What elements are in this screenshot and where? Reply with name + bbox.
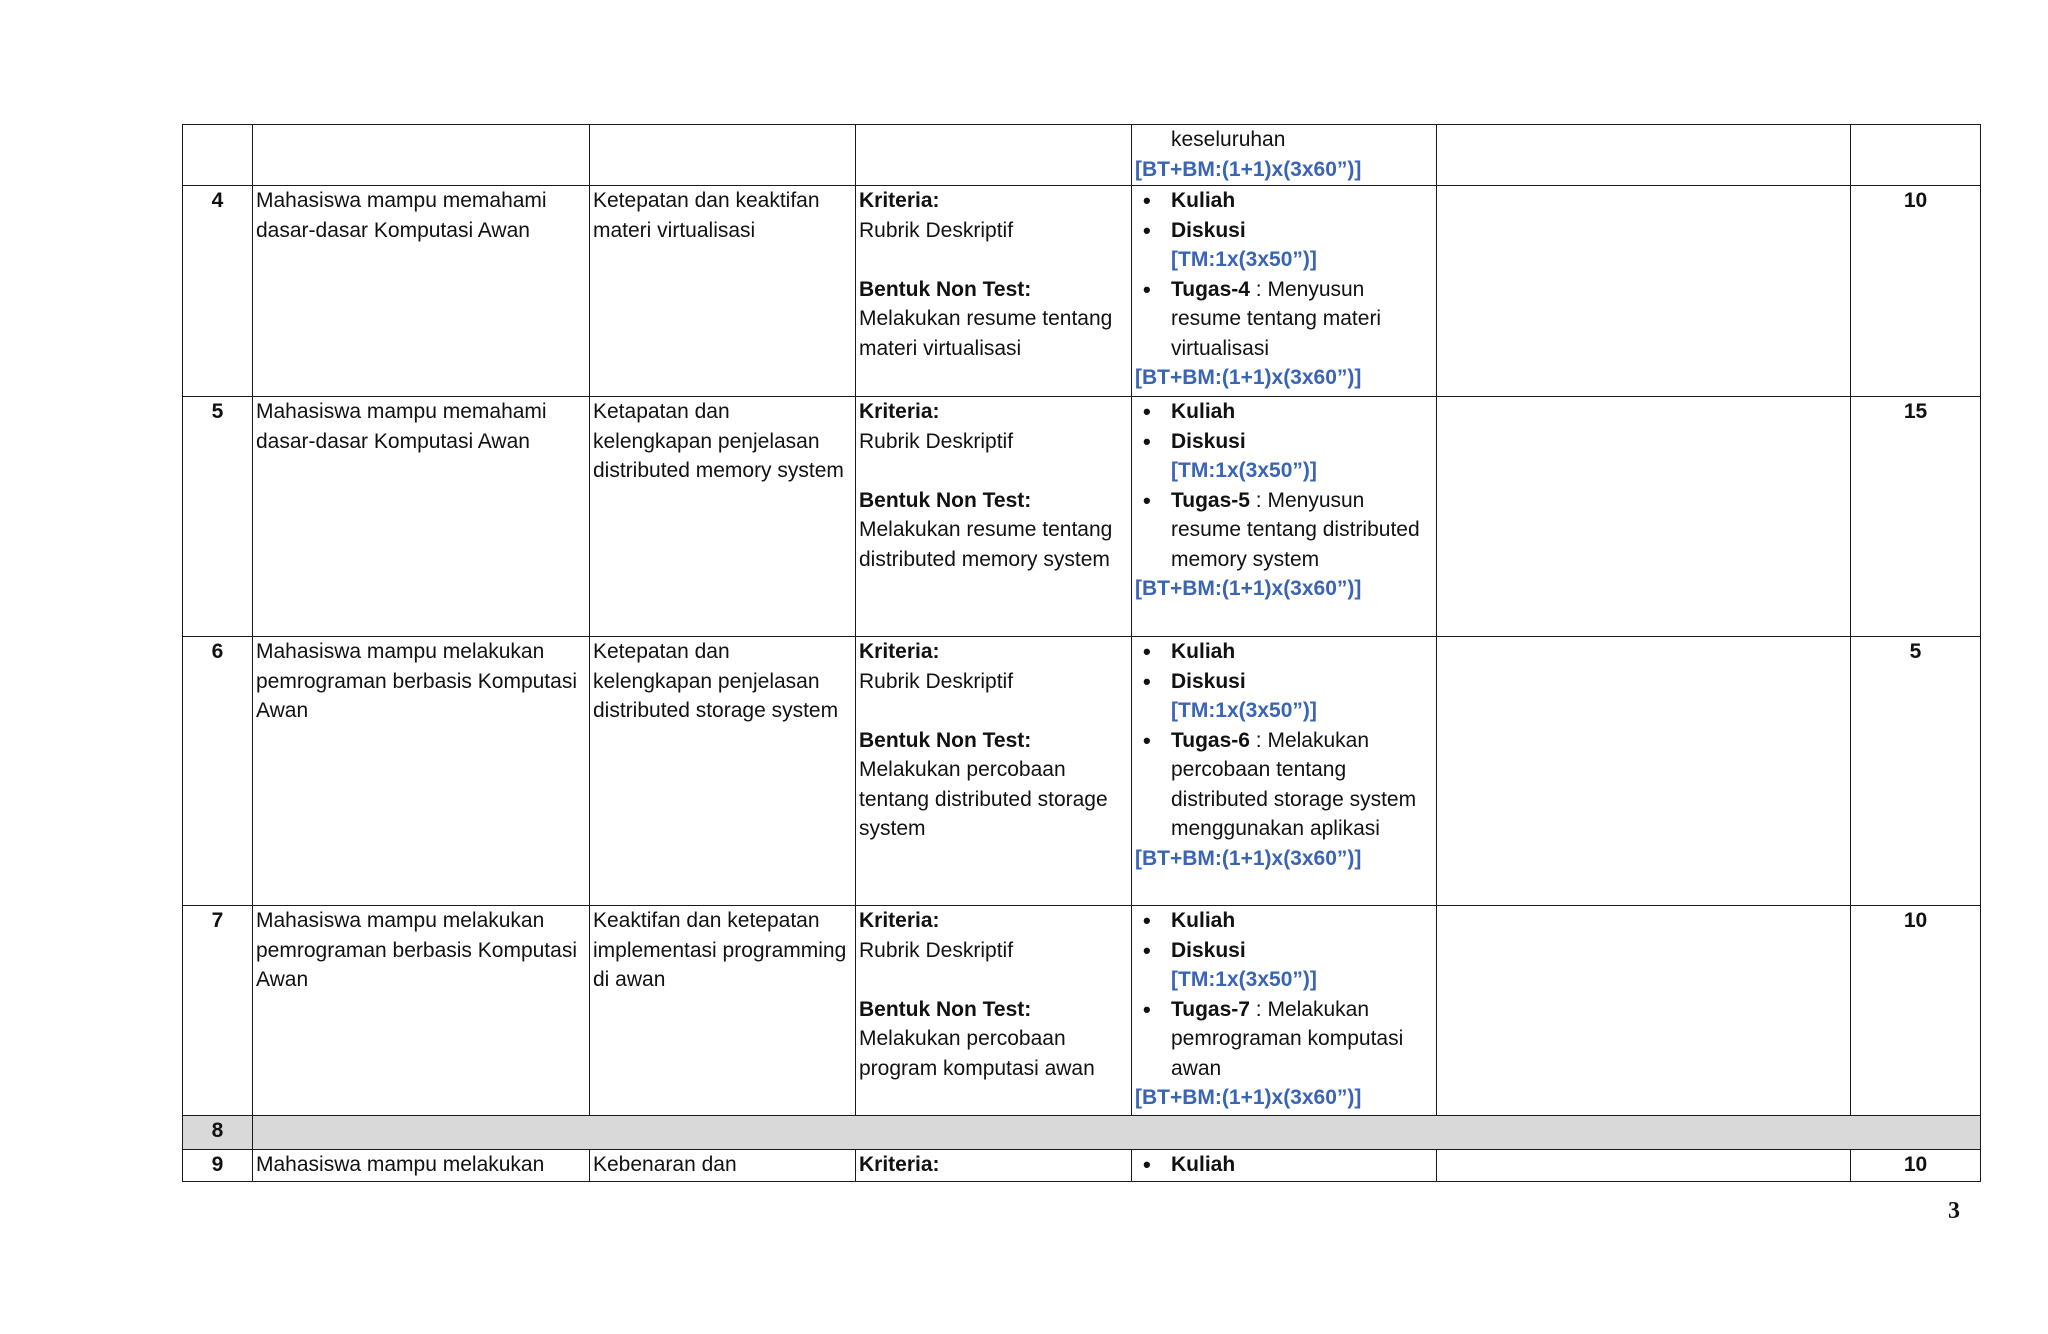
spacer <box>859 456 1128 486</box>
list-item <box>1135 667 1433 726</box>
method-tm: [TM:1x(3x50”)] <box>1171 248 1317 271</box>
spacer <box>859 245 1128 275</box>
criteria-label: Kriteria: <box>859 1153 940 1176</box>
cell-indicator: Keaktifan dan ketepatan implementasi programming di awan <box>590 906 856 1116</box>
criteria-label: Kriteria: <box>859 189 940 212</box>
method-discussion: • Diskusi <box>1171 938 1246 962</box>
list-item: • Kuliah <box>1135 637 1433 667</box>
table-row <box>183 397 1981 637</box>
list-item <box>1135 726 1433 844</box>
form-value: Melakukan percobaan program komputasi awan <box>859 1027 1095 1080</box>
method-bt: [BT+BM:(1+1)x(3x60”)] <box>1135 846 1362 870</box>
criteria-value: Rubrik Deskriptif <box>859 669 1014 693</box>
list-item: • Kuliah <box>1135 397 1433 427</box>
method-bt: [BT+BM:(1+1)x(3x60”)] <box>1135 1086 1362 1109</box>
method-list <box>1135 1150 1433 1180</box>
method-tm: [TM:1x(3x50”)] <box>1171 699 1317 722</box>
cell-competency <box>253 125 590 186</box>
list-item <box>1135 275 1433 364</box>
page-number: 3 <box>1948 1198 1960 1224</box>
criteria-value: Rubrik Deskriptif <box>859 218 1014 242</box>
cell-criteria <box>856 906 1132 1116</box>
cell-no: 4 <box>183 186 253 397</box>
task-text: : Menyusun resume tentang distributed memory system <box>1171 488 1420 571</box>
method-line: keseluruhan <box>1171 128 1286 151</box>
rps-table <box>182 124 1981 1182</box>
method-tm: [TM:1x(3x50”)] <box>1171 459 1317 482</box>
cell-criteria <box>856 186 1132 397</box>
form-value: Melakukan resume tentang distributed memory system <box>859 518 1113 571</box>
cell-no: 9 <box>183 1150 253 1182</box>
cell-weight: 5 <box>1851 637 1981 906</box>
cell-weight: 10 <box>1851 186 1981 397</box>
method-discussion: • Diskusi <box>1171 669 1246 693</box>
spacer <box>859 965 1128 995</box>
method-list <box>1135 397 1433 574</box>
cell-material <box>1437 186 1851 397</box>
cell-material <box>1437 397 1851 637</box>
form-value: Melakukan resume tentang materi virtualisasi <box>859 307 1113 360</box>
method-tm: [TM:1x(3x50”)] <box>1171 968 1317 991</box>
cell-method <box>1132 397 1437 637</box>
method-bt: [BT+BM:(1+1)x(3x60”)] <box>1135 157 1362 181</box>
table-row <box>183 1150 1981 1182</box>
form-label: Bentuk Non Test: <box>859 997 1032 1021</box>
cell-method <box>1132 125 1437 186</box>
criteria-label: Kriteria: <box>859 909 940 932</box>
cell-no: 7 <box>183 906 253 1116</box>
task-label: Tugas-7 <box>1171 997 1250 1021</box>
cell-no: 5 <box>183 397 253 637</box>
method-list <box>1135 637 1433 844</box>
cell-weight <box>1851 125 1981 186</box>
cell-indicator: Kebenaran dan <box>590 1150 856 1182</box>
cell-criteria <box>856 1150 1132 1182</box>
cell-indicator: Ketepatan dan keaktifan materi virtualisasi <box>590 186 856 397</box>
task-label: Tugas-6 <box>1171 728 1250 752</box>
list-item <box>1135 486 1433 575</box>
criteria-value: Rubrik Deskriptif <box>859 429 1014 453</box>
cell-method <box>1132 1150 1437 1182</box>
list-item: • Kuliah <box>1135 186 1433 216</box>
cell-material <box>1437 637 1851 906</box>
table-row <box>183 637 1981 906</box>
table-row <box>183 186 1981 397</box>
table-row <box>183 906 1981 1116</box>
cell-material <box>1437 906 1851 1116</box>
cell-criteria <box>856 125 1132 186</box>
list-item <box>1135 216 1433 275</box>
cell-no <box>183 125 253 186</box>
cell-competency: Mahasiswa mampu memahami dasar-dasar Komputasi Awan <box>253 397 590 637</box>
cell-shaded <box>253 1116 1981 1150</box>
method-bt: [BT+BM:(1+1)x(3x60”)] <box>1135 366 1362 389</box>
cell-competency: Mahasiswa mampu melakukan <box>253 1150 590 1182</box>
cell-material <box>1437 1150 1851 1182</box>
cell-indicator: Ketepatan dan kelengkapan penjelasan distributed storage system <box>590 637 856 906</box>
cell-competency: Mahasiswa mampu melakukan pemrograman berbasis Komputasi Awan <box>253 906 590 1116</box>
cell-no: 6 <box>183 637 253 906</box>
criteria-value: Rubrik Deskriptif <box>859 938 1014 962</box>
cell-method <box>1132 186 1437 397</box>
criteria-label: Kriteria: <box>859 640 940 663</box>
form-label: Bentuk Non Test: <box>859 728 1032 752</box>
cell-no: 8 <box>183 1116 253 1150</box>
cell-weight: 15 <box>1851 397 1981 637</box>
table-row-continuation <box>183 125 1981 186</box>
form-value: Melakukan percobaan tentang distributed storage system <box>859 758 1108 840</box>
cell-weight: 10 <box>1851 906 1981 1116</box>
method-discussion: • Diskusi <box>1171 429 1246 453</box>
criteria-label: Kriteria: <box>859 400 940 423</box>
cell-competency: Mahasiswa mampu memahami dasar-dasar Komputasi Awan <box>253 186 590 397</box>
list-item <box>1135 995 1433 1084</box>
form-label: Bentuk Non Test: <box>859 488 1032 512</box>
task-text: : Melakukan percobaan tentang distributed storage system menggunakan aplikasi <box>1171 728 1417 840</box>
form-label: Bentuk Non Test: <box>859 277 1032 301</box>
method-discussion: • Diskusi <box>1171 218 1246 242</box>
cell-competency: Mahasiswa mampu melakukan pemrograman berbasis Komputasi Awan <box>253 637 590 906</box>
task-label: Tugas-4 <box>1171 277 1250 301</box>
method-list <box>1135 906 1433 1083</box>
table-row-midterm <box>183 1116 1981 1150</box>
cell-criteria <box>856 397 1132 637</box>
cell-weight: 10 <box>1851 1150 1981 1182</box>
method-list <box>1135 186 1433 363</box>
spacer <box>859 696 1128 726</box>
cell-material <box>1437 125 1851 186</box>
cell-criteria <box>856 637 1132 906</box>
list-item: • Kuliah <box>1135 906 1433 936</box>
list-item <box>1135 427 1433 486</box>
task-text: : Menyusun resume tentang materi virtualisasi <box>1171 277 1382 360</box>
list-item <box>1135 936 1433 995</box>
list-item: • Kuliah <box>1135 1150 1433 1180</box>
cell-method <box>1132 637 1437 906</box>
task-text: : Melakukan pemrograman komputasi awan <box>1171 997 1404 1080</box>
task-label: Tugas-5 <box>1171 488 1250 512</box>
cell-indicator <box>590 125 856 186</box>
method-bt: [BT+BM:(1+1)x(3x60”)] <box>1135 577 1362 600</box>
cell-indicator: Ketapatan dan kelengkapan penjelasan distributed memory system <box>590 397 856 637</box>
cell-method <box>1132 906 1437 1116</box>
